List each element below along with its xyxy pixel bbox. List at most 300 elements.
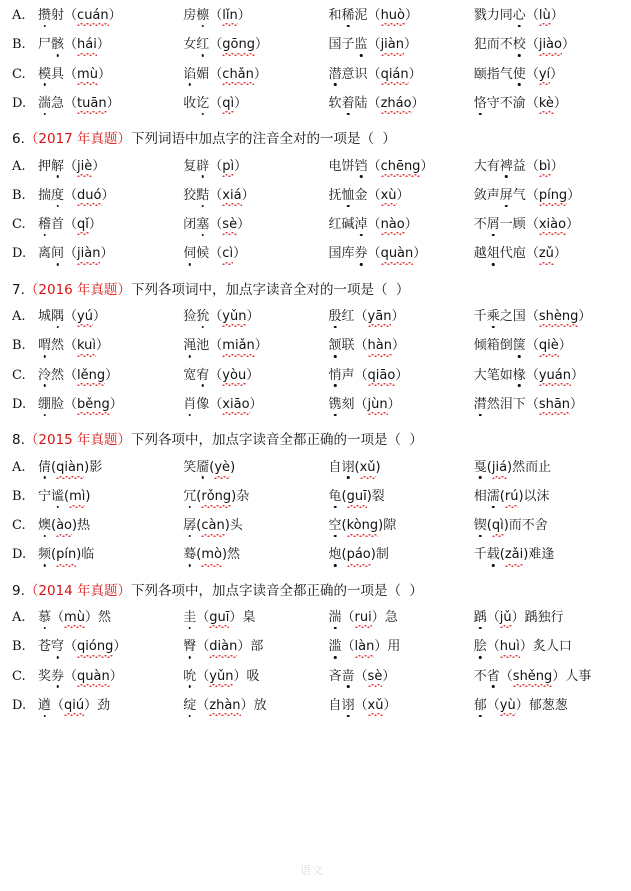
- option-item: [183, 460, 328, 477]
- question-number: 8.: [12, 432, 25, 449]
- paren-close: ）: [511, 610, 525, 626]
- dotted-char: 诩: [341, 697, 355, 713]
- paren-open: （: [209, 8, 223, 23]
- pinyin-text: guī: [209, 610, 229, 627]
- option-word: [329, 159, 368, 174]
- paren-open: （: [209, 338, 223, 354]
- dotted-char: 频: [38, 547, 52, 563]
- option-label: D.: [12, 547, 27, 563]
- option-word-suffix: 裂: [371, 488, 385, 504]
- option-row[interactable]: [0, 698, 631, 715]
- option-item: [38, 338, 183, 355]
- option-row[interactable]: [0, 368, 631, 385]
- option-word: [38, 639, 64, 654]
- option-word: [183, 96, 209, 111]
- pinyin-annotation: [64, 159, 105, 174]
- paren-close: ): [366, 488, 372, 504]
- option-row[interactable]: [0, 610, 631, 627]
- option-item: [474, 309, 619, 326]
- pinyin-text: qiú: [64, 698, 84, 715]
- pinyin-text: yǔn: [209, 669, 233, 686]
- pinyin-annotation: [64, 368, 118, 383]
- option-item: [183, 610, 328, 627]
- pinyin-text: yè: [214, 460, 230, 477]
- char: 相: [473, 488, 487, 504]
- paren-close: ）: [240, 697, 254, 713]
- option-item: [38, 397, 183, 414]
- dotted-char: 间: [51, 246, 65, 262]
- char: 池: [196, 338, 210, 354]
- paren-open: （: [64, 8, 78, 23]
- paren-open: （: [354, 668, 368, 684]
- option-item: [38, 8, 183, 25]
- option-word: [474, 460, 487, 475]
- option-word: [38, 96, 64, 111]
- option-row[interactable]: [0, 37, 631, 54]
- dotted-char: 券: [354, 246, 368, 262]
- paren-close: ）: [413, 246, 427, 262]
- pinyin-annotation: [209, 67, 267, 82]
- pinyin-text: yǔn: [222, 309, 246, 326]
- option-row[interactable]: [0, 217, 631, 234]
- char: 然: [51, 367, 65, 383]
- paren-open: (: [354, 459, 360, 475]
- char: 收: [183, 95, 197, 111]
- option-item: [474, 188, 619, 205]
- paren-close: ): [85, 488, 91, 504]
- option-item: [183, 217, 328, 234]
- char: 金: [354, 187, 368, 203]
- dotted-char: 湍: [38, 95, 52, 111]
- option-cells: [38, 397, 619, 414]
- answer-blank[interactable]: （ ）: [387, 432, 425, 449]
- option-word: [38, 37, 64, 52]
- paren-open: （: [367, 217, 381, 233]
- pinyin-text: qián: [381, 67, 409, 84]
- pinyin-text: mù: [64, 610, 85, 627]
- option-word: [474, 67, 526, 82]
- option-word: [474, 669, 500, 684]
- char: 顾: [512, 217, 526, 233]
- dotted-char: 诩: [341, 459, 355, 475]
- paren-open: (: [499, 547, 505, 563]
- option-row[interactable]: [0, 96, 631, 113]
- paren-open: （: [367, 66, 381, 82]
- pinyin-annotation: [526, 8, 564, 23]
- paren-close: ): [378, 518, 384, 534]
- option-item: [38, 547, 183, 564]
- option-word-suffix: 以沫: [523, 488, 550, 504]
- pinyin-annotation: [526, 188, 580, 203]
- option-word: [183, 246, 209, 261]
- answer-blank[interactable]: （ ）: [387, 582, 425, 599]
- option-item: [183, 669, 328, 686]
- paren-close: ）: [97, 66, 111, 82]
- paren-open: （: [525, 338, 539, 354]
- question-heading: [0, 432, 631, 450]
- char: 气: [499, 66, 513, 82]
- pinyin-text: cì: [222, 246, 233, 263]
- paren-open: （: [209, 367, 223, 383]
- pinyin-text: jiá: [492, 460, 507, 477]
- dotted-char: 渑: [183, 338, 197, 354]
- option-word: [329, 547, 342, 562]
- paren-close: ): [221, 547, 228, 563]
- pinyin-text: zháo: [381, 96, 412, 113]
- option-item: [329, 217, 474, 234]
- pinyin-annotation: [355, 460, 381, 475]
- pinyin-annotation: [526, 37, 575, 52]
- char: 库: [341, 246, 355, 262]
- option-item: [474, 547, 619, 564]
- char: 之: [499, 309, 513, 325]
- char: 复: [183, 158, 197, 174]
- char: 不: [473, 217, 487, 233]
- pinyin-text: zǎi: [505, 547, 523, 564]
- char: 揣: [38, 187, 52, 203]
- paren-open: （: [341, 610, 355, 626]
- option-label: B.: [12, 37, 26, 53]
- option-row[interactable]: [0, 188, 631, 205]
- pinyin-annotation: [368, 37, 417, 52]
- pinyin-annotation: [196, 698, 253, 713]
- option-word: [183, 37, 209, 52]
- pinyin-text: hàn: [368, 338, 392, 355]
- pinyin-text: shān: [539, 397, 570, 414]
- question-number: 6.: [12, 131, 25, 147]
- dotted-char: 悄: [328, 367, 342, 383]
- option-item: [329, 246, 474, 263]
- answer-blank[interactable]: （ ）: [374, 281, 412, 298]
- dotted-char: 圭: [183, 610, 197, 626]
- pinyin-annotation: [209, 37, 268, 52]
- paren-open: （: [367, 8, 381, 23]
- pinyin-annotation: [196, 489, 236, 504]
- option-cells: [38, 518, 619, 535]
- pinyin-text: qiè: [539, 338, 559, 355]
- question-stem: 下列词语中加点字的注音全对的一项是: [131, 131, 361, 147]
- paren-open: （: [354, 338, 368, 354]
- option-word: [329, 37, 368, 52]
- char: 苍: [38, 639, 52, 655]
- pinyin-annotation: [209, 309, 259, 324]
- question-block: [0, 131, 631, 264]
- pinyin-text: rui: [355, 610, 372, 627]
- option-word-suffix: 然: [97, 610, 111, 626]
- option-row[interactable]: [0, 338, 631, 355]
- paren-close: ）: [237, 8, 251, 23]
- option-item: [38, 669, 183, 686]
- option-word-suffix: 臬: [242, 610, 256, 626]
- option-row[interactable]: [0, 460, 631, 477]
- question-heading: [0, 131, 631, 149]
- pinyin-annotation: [64, 397, 123, 412]
- answer-blank[interactable]: （ ）: [360, 131, 398, 147]
- option-item: [183, 188, 328, 205]
- option-word: [38, 397, 64, 412]
- option-item: [183, 8, 328, 25]
- dotted-char: 着: [341, 95, 355, 111]
- option-word: [474, 489, 500, 504]
- option-row[interactable]: [0, 159, 631, 176]
- option-word: [38, 368, 64, 383]
- pinyin-annotation: [209, 460, 235, 475]
- option-row[interactable]: [0, 309, 631, 326]
- option-item: [38, 698, 183, 715]
- paren-close: ）: [411, 95, 425, 111]
- option-row[interactable]: [0, 489, 631, 506]
- option-word: [183, 698, 196, 713]
- option-cells: [38, 698, 619, 715]
- pinyin-annotation: [209, 246, 246, 261]
- option-label: D.: [12, 246, 27, 262]
- option-item: [183, 368, 328, 385]
- option-item: [474, 368, 619, 385]
- pinyin-text: nào: [381, 217, 405, 234]
- paren-close: ）: [382, 668, 396, 684]
- question-stem: 下列各项词中，加点字读音全对的一项是: [131, 281, 375, 298]
- paren-open: （: [51, 610, 65, 626]
- char: 具: [51, 66, 65, 82]
- char: 城: [38, 309, 52, 325]
- paren-open: （: [354, 697, 368, 713]
- question-block: [0, 583, 631, 716]
- paren-open: （: [367, 37, 381, 53]
- char: 识: [354, 66, 368, 82]
- option-word: [183, 338, 209, 353]
- pinyin-text: mò: [201, 547, 222, 564]
- option-item: [38, 159, 183, 176]
- pinyin-annotation: [342, 547, 376, 562]
- option-word: [474, 8, 526, 23]
- char: 同: [499, 8, 513, 23]
- option-item: [183, 489, 328, 506]
- paren-open: （: [51, 697, 65, 713]
- char: 押: [38, 158, 52, 174]
- option-word-suffix: 难逢: [528, 547, 555, 563]
- option-item: [38, 309, 183, 326]
- pinyin-annotation: [355, 397, 401, 412]
- option-word-suffix: 杂: [236, 488, 250, 504]
- paren-close: ）: [237, 217, 251, 233]
- paren-open: (: [486, 459, 492, 475]
- paren-open: （: [209, 37, 223, 53]
- char: 一: [499, 217, 513, 233]
- paren-close: ）: [395, 367, 409, 383]
- option-cells: [38, 460, 619, 477]
- pinyin-text: mì: [69, 489, 85, 506]
- pinyin-text: yú: [77, 309, 93, 326]
- pinyin-text: yí: [539, 67, 550, 84]
- pinyin-annotation: [500, 669, 566, 684]
- paren-open: (: [196, 518, 202, 534]
- char: 抚: [328, 187, 342, 203]
- option-item: [474, 246, 619, 263]
- char: 气: [512, 187, 526, 203]
- pinyin-annotation: [64, 96, 120, 111]
- paren-close: ）: [109, 668, 123, 684]
- paren-close: ）: [253, 66, 267, 82]
- char: 脸: [51, 396, 65, 412]
- option-word: [183, 460, 209, 475]
- char: 下: [512, 396, 526, 412]
- pinyin-annotation: [500, 547, 529, 562]
- pinyin-text: kòng: [347, 518, 379, 535]
- option-cells: [38, 610, 619, 627]
- dotted-char: 监: [354, 37, 368, 53]
- option-word: [329, 669, 355, 684]
- option-item: [183, 397, 328, 414]
- dotted-char: 狁: [196, 309, 210, 325]
- dotted-char: 裨: [499, 158, 513, 174]
- char: 然: [486, 396, 500, 412]
- option-cells: [38, 309, 619, 326]
- pinyin-annotation: [64, 37, 110, 52]
- paren-open: (: [196, 547, 202, 563]
- option-word-suffix: 影: [89, 459, 103, 475]
- option-word-suffix: 然: [227, 547, 241, 563]
- pinyin-text: kè: [539, 96, 554, 113]
- option-word: [183, 217, 209, 232]
- paren-open: (: [499, 488, 505, 504]
- option-word: [474, 309, 526, 324]
- paren-open: （: [354, 309, 368, 325]
- pinyin-text: yòu: [222, 368, 246, 385]
- char: 笔: [486, 367, 500, 383]
- dotted-char: 踽: [473, 610, 487, 626]
- option-word-suffix: 临: [81, 547, 95, 563]
- dotted-char: 黠: [196, 187, 210, 203]
- pinyin-text: yù: [500, 698, 516, 715]
- paren-close: ): [230, 459, 236, 475]
- pinyin-text: rú: [505, 489, 519, 506]
- dotted-char: 省: [486, 668, 500, 684]
- dotted-char: 肖: [183, 396, 197, 412]
- option-word: [329, 610, 342, 625]
- pinyin-annotation: [355, 669, 396, 684]
- option-item: [38, 67, 183, 84]
- option-row[interactable]: [0, 67, 631, 84]
- char: 戮: [473, 8, 487, 23]
- option-word: [329, 338, 355, 353]
- paren-close: ）: [567, 187, 581, 203]
- option-word: [183, 67, 209, 82]
- option-cells: [38, 37, 619, 54]
- paren-open: (: [341, 518, 347, 534]
- pinyin-text: shěng: [513, 669, 553, 686]
- paren-open: （: [209, 246, 223, 262]
- char: 碱: [341, 217, 355, 233]
- paren-open: （: [486, 697, 500, 713]
- option-word: [474, 518, 487, 533]
- question-number: 9.: [12, 582, 25, 599]
- paren-close: ）: [101, 187, 115, 203]
- char: 力: [486, 8, 500, 23]
- option-word: [183, 669, 196, 684]
- paren-open: （: [64, 246, 78, 262]
- paren-close: ): [375, 459, 381, 475]
- paren-close: ）: [249, 396, 263, 412]
- pinyin-annotation: [526, 96, 567, 111]
- paren-open: （: [209, 95, 223, 111]
- char: 刻: [341, 396, 355, 412]
- paren-close: ）: [234, 95, 248, 111]
- option-cells: [38, 217, 619, 234]
- pinyin-annotation: [526, 309, 592, 324]
- paren-close: ): [370, 547, 376, 563]
- paren-open: (: [341, 488, 347, 504]
- dotted-char: 解: [51, 158, 65, 174]
- dotted-char: 谄: [183, 66, 197, 82]
- option-row[interactable]: [0, 397, 631, 414]
- paren-open: （: [64, 217, 78, 233]
- option-word: [329, 368, 355, 383]
- option-item: [474, 217, 619, 234]
- dotted-char: 攒: [38, 8, 52, 23]
- option-word: [38, 698, 51, 713]
- option-item: [474, 338, 619, 355]
- paren-open: （: [525, 396, 539, 412]
- paren-open: （: [367, 158, 381, 174]
- char: 大: [473, 367, 487, 383]
- pinyin-text: cuán: [77, 8, 109, 25]
- dotted-char: 燠: [38, 518, 52, 534]
- option-row[interactable]: [0, 639, 631, 656]
- char: 宁: [38, 488, 52, 504]
- paren-open: （: [196, 668, 210, 684]
- option-word: [183, 159, 209, 174]
- option-word-suffix: 急: [384, 610, 398, 626]
- paren-close: ): [224, 518, 230, 534]
- char: 急: [51, 95, 65, 111]
- paren-close: ）: [552, 668, 566, 684]
- char: 不: [499, 37, 513, 53]
- pinyin-annotation: [368, 246, 427, 261]
- char: 泥: [354, 8, 368, 23]
- pinyin-text: guī: [347, 489, 367, 506]
- option-row[interactable]: [0, 8, 631, 25]
- option-row[interactable]: [0, 669, 631, 686]
- option-label: C.: [12, 367, 26, 383]
- option-row[interactable]: [0, 246, 631, 263]
- char: 闭: [183, 217, 197, 233]
- option-word: [474, 397, 526, 412]
- paren-open: （: [64, 639, 78, 655]
- option-word: [474, 37, 526, 52]
- char: 离: [38, 246, 52, 262]
- option-row[interactable]: [0, 547, 631, 564]
- pinyin-text: quàn: [381, 246, 414, 263]
- question-block: [0, 282, 631, 415]
- paren-close: ）: [566, 217, 580, 233]
- dotted-char: 椽: [512, 367, 526, 383]
- option-item: [474, 698, 619, 715]
- pinyin-annotation: [526, 246, 567, 261]
- option-word-suffix: 炙人口: [532, 639, 572, 655]
- paren-open: （: [64, 668, 78, 684]
- paren-open: （: [209, 158, 223, 174]
- pinyin-text: càn: [201, 518, 224, 535]
- dotted-char: 屑: [486, 217, 500, 233]
- option-row[interactable]: [0, 518, 631, 535]
- char: 房: [183, 8, 197, 23]
- option-word: [38, 547, 51, 562]
- paren-open: （: [196, 610, 210, 626]
- char: 狡: [183, 187, 197, 203]
- option-word-suffix: 隙: [383, 518, 397, 534]
- char: 倾: [473, 338, 487, 354]
- dotted-char: 郁: [473, 697, 487, 713]
